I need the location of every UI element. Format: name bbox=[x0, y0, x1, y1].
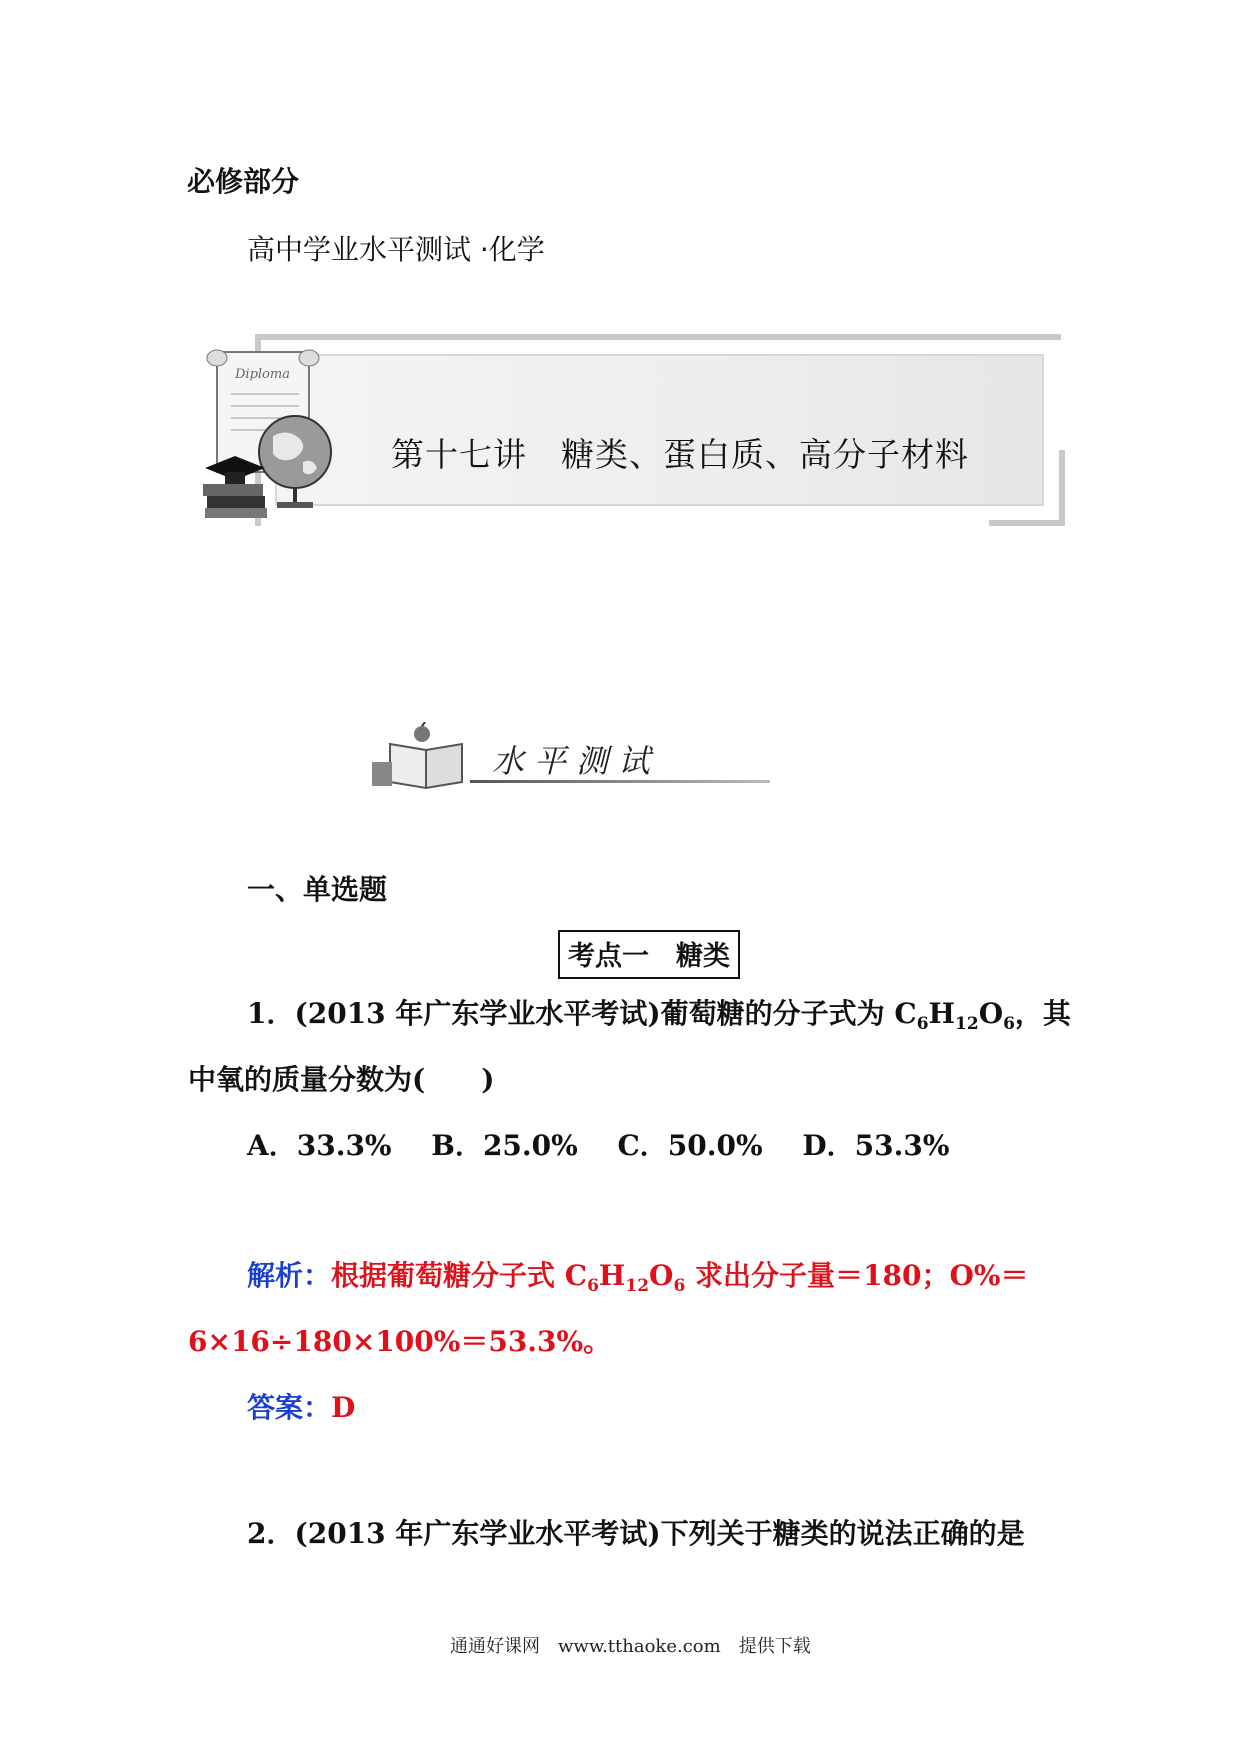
question-2-line-1: 2．(2013 年广东学业水平考试)下列关于糖类的说法正确的是 bbox=[247, 1517, 1025, 1550]
analysis-line-2: 6×16÷180×100%＝53.3%。 bbox=[188, 1325, 612, 1358]
question-1-line-2: 中氧的质量分数为( ) bbox=[188, 1063, 495, 1096]
globe-icon bbox=[259, 416, 331, 508]
analysis-formula-sub: 6 bbox=[587, 1276, 599, 1296]
level-test-rule bbox=[470, 780, 770, 783]
lecture-title: 第十七讲 糖类、蛋白质、高分子材料 bbox=[391, 435, 969, 474]
q1-formula-element: H bbox=[928, 997, 956, 1030]
subject-line: 高中学业水平测试 ·化学 bbox=[247, 233, 545, 266]
q1-formula-sub: 6 bbox=[1003, 1014, 1015, 1034]
level-test-label: 水平测试 bbox=[492, 742, 661, 780]
analysis-text: 根据葡萄糖分子式 C bbox=[331, 1259, 588, 1292]
analysis-text-after: 求出分子量＝180；O%＝ bbox=[685, 1259, 1029, 1292]
open-book-icon bbox=[372, 744, 462, 788]
analysis-label: 解析： bbox=[247, 1259, 332, 1292]
answer-value: D bbox=[331, 1391, 356, 1424]
q1-suffix: ，其 bbox=[1014, 997, 1071, 1030]
apple-icon bbox=[414, 722, 430, 742]
question-1-line-1 bbox=[247, 997, 1071, 1038]
option-d: D．53.3% bbox=[802, 1129, 950, 1162]
option-a: A．33.3% bbox=[247, 1129, 392, 1162]
answer-line bbox=[247, 1391, 356, 1424]
part-heading: 一、单选题 bbox=[247, 873, 388, 906]
analysis-formula-sub: 12 bbox=[625, 1276, 650, 1296]
level-test-illustration bbox=[370, 722, 480, 792]
analysis-formula-element: O bbox=[649, 1259, 674, 1292]
keypoint-box: 考点一 糖类 bbox=[558, 930, 740, 979]
q1-prefix: 1．(2013 年广东学业水平考试)葡萄糖的分子式为 C bbox=[247, 997, 917, 1030]
option-b: B．25.0% bbox=[431, 1129, 578, 1162]
books-icon bbox=[203, 484, 267, 518]
diploma-text: Diploma bbox=[235, 367, 290, 382]
answer-label: 答案： bbox=[247, 1391, 332, 1424]
banner-illustration bbox=[195, 344, 365, 524]
lecture-banner bbox=[195, 334, 1065, 526]
analysis-formula-element: H bbox=[598, 1259, 626, 1292]
analysis-formula-sub: 6 bbox=[673, 1276, 686, 1296]
q1-formula-sub: 6 bbox=[916, 1014, 929, 1034]
q1-formula-element: O bbox=[978, 997, 1004, 1030]
q1-formula-sub: 12 bbox=[955, 1014, 979, 1034]
option-c: C．50.0% bbox=[617, 1129, 763, 1162]
level-test-heading bbox=[370, 722, 790, 792]
analysis-line-1 bbox=[247, 1259, 1029, 1300]
question-1-options bbox=[247, 1129, 975, 1162]
section-label: 必修部分 bbox=[187, 165, 300, 198]
footer: 通通好课网 www.tthaoke.com 提供下载 bbox=[450, 1636, 811, 1657]
